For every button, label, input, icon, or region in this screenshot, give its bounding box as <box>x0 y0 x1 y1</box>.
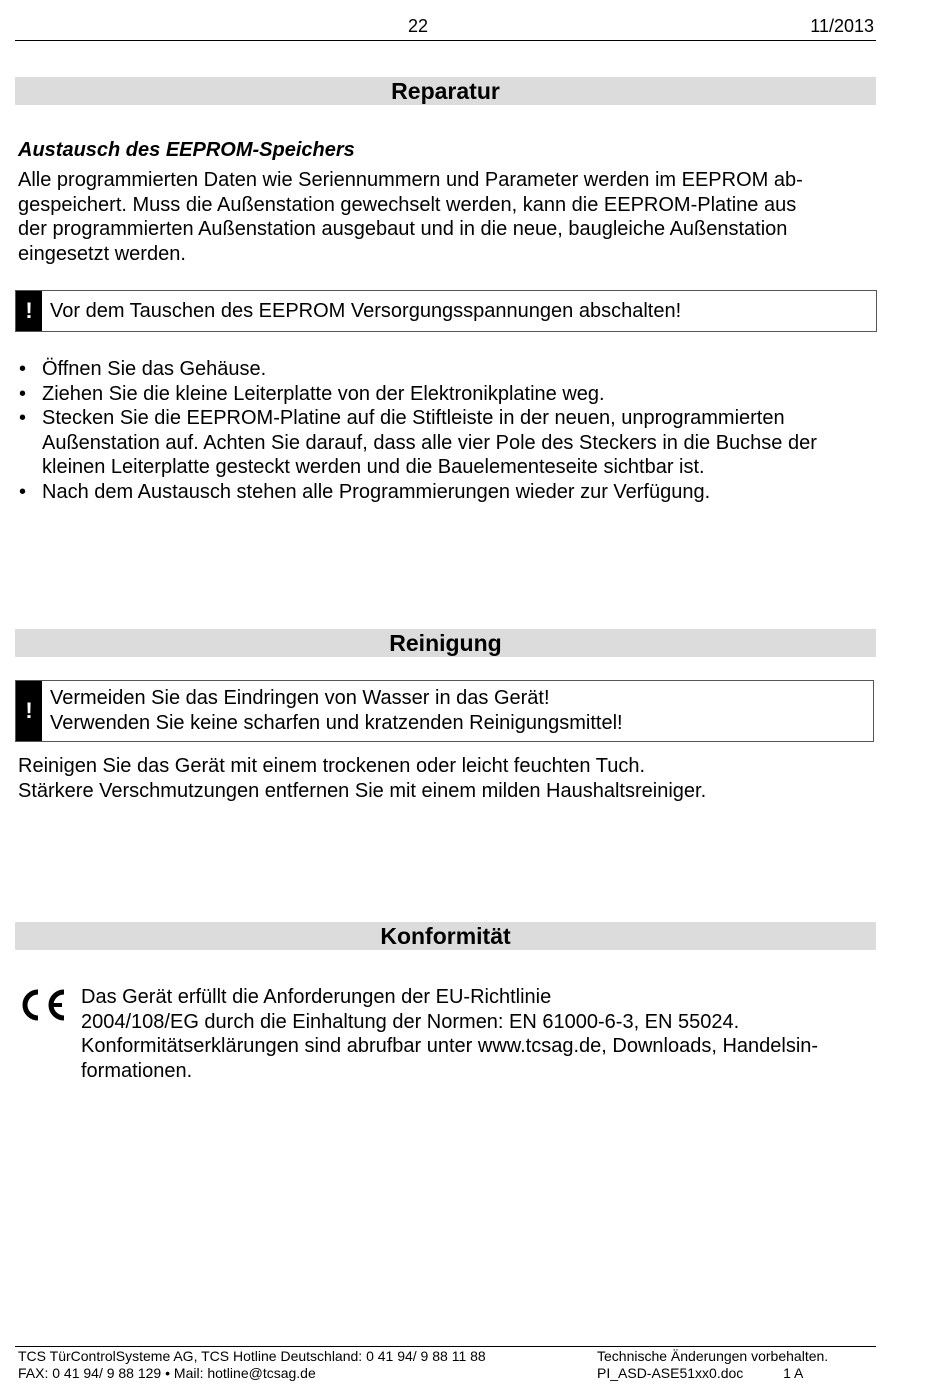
paragraph-line: 2004/108/EG durch die Einhaltung der Normen: EN 61000-6-3, EN 55024. <box>81 1010 740 1033</box>
reinigung-paragraph <box>18 754 878 803</box>
header-divider <box>15 40 876 41</box>
warning-box-eeprom <box>15 290 877 332</box>
footer-doc-info <box>597 1348 828 1382</box>
bullet-icon: • <box>19 480 27 503</box>
list-item-line: Außenstation auf. Achten Sie darauf, dass alle vier Pole des Steckers in die Buchse der <box>42 431 817 454</box>
warning-box-reinigung <box>15 680 874 742</box>
warning-line: Vermeiden Sie das Eindringen von Wasser in das Gerät! <box>50 687 550 709</box>
list-item <box>18 357 878 382</box>
warning-exclamation-icon: ! <box>16 291 42 331</box>
list-item-line: Ziehen Sie die kleine Leiterplatte von der Elektronikplatine weg. <box>42 382 605 405</box>
footer-line-1: TCS TürControlSysteme AG, TCS Hotline Deutschland: 0 41 94/ 9 88 11 88 <box>18 1348 486 1364</box>
paragraph-line: Stärkere Verschmutzungen entfernen Sie mit einem milden Haushaltsreiniger. <box>18 779 707 802</box>
paragraph-line: formationen. <box>81 1059 193 1082</box>
footer-divider <box>15 1346 876 1347</box>
list-item <box>18 382 878 407</box>
list-item-line: Nach dem Austausch stehen alle Programmierungen wieder zur Verfügung. <box>42 480 711 503</box>
warning-text: Vor dem Tauschen des EEPROM Versorgungsspannungen abschalten! <box>50 300 682 322</box>
ce-mark-icon <box>18 988 68 1022</box>
subheading-eeprom: Austausch des EEPROM-Speichers <box>18 139 355 161</box>
warning-text <box>50 686 623 735</box>
warning-exclamation-icon: ! <box>16 681 42 741</box>
paragraph-line: Alle programmierten Daten wie Seriennummern und Parameter werden im EEPROM ab- <box>18 169 803 191</box>
section-title-reparatur: Reparatur <box>15 77 876 105</box>
list-item-line: kleinen Leiterplatte gesteckt werden und die Bauelementeseite sichtbar ist. <box>42 456 705 478</box>
footer-disclaimer: Technische Änderungen vorbehalten. <box>597 1348 829 1364</box>
paragraph-line: Das Gerät erfüllt die Anforderungen der EU-Richtlinie <box>81 986 552 1008</box>
list-item <box>18 406 878 480</box>
paragraph-line: Konformitätserklärungen sind abrufbar unter www.tcsag.de, Downloads, Handelsin- <box>81 1035 819 1057</box>
bullet-icon: • <box>19 358 27 380</box>
section-title-reinigung: Reinigung <box>15 629 876 657</box>
list-item <box>18 480 878 505</box>
konformitaet-text <box>81 985 881 1083</box>
instruction-list <box>18 357 878 504</box>
reparatur-paragraph <box>18 168 878 266</box>
page-number: 22 <box>408 16 429 36</box>
paragraph-line: eingesetzt werden. <box>18 242 186 265</box>
footer-line-2: FAX: 0 41 94/ 9 88 129 • Mail: hotline@tcsag.de <box>18 1365 316 1381</box>
list-item-line: Stecken Sie die EEPROM-Platine auf die Stiftleiste in der neuen, unprogrammierten <box>42 407 785 429</box>
footer-doc-name: PI_ASD-ASE51xx0.doc <box>597 1365 744 1381</box>
list-item-line: Öffnen Sie das Gehäuse. <box>42 358 267 380</box>
paragraph-line: der programmierten Außenstation ausgebaut und in die neue, baugleiche Außenstation <box>18 218 788 240</box>
footer-contact <box>18 1348 486 1382</box>
bullet-icon: • <box>19 382 27 405</box>
warning-line: Verwenden Sie keine scharfen und kratzenden Reinigungsmittel! <box>50 711 623 734</box>
footer-doc-line <box>597 1365 828 1382</box>
paragraph-line: Reinigen Sie das Gerät mit einem trockenen oder leicht feuchten Tuch. <box>18 755 646 777</box>
paragraph-line: gespeichert. Muss die Außenstation gewechselt werden, kann die EEPROM-Platine aus <box>18 193 797 216</box>
document-date: 11/2013 <box>810 16 874 36</box>
bullet-icon: • <box>19 407 27 429</box>
section-title-konformitaet: Konformität <box>15 922 876 950</box>
footer-revision: 1 A <box>783 1365 804 1381</box>
